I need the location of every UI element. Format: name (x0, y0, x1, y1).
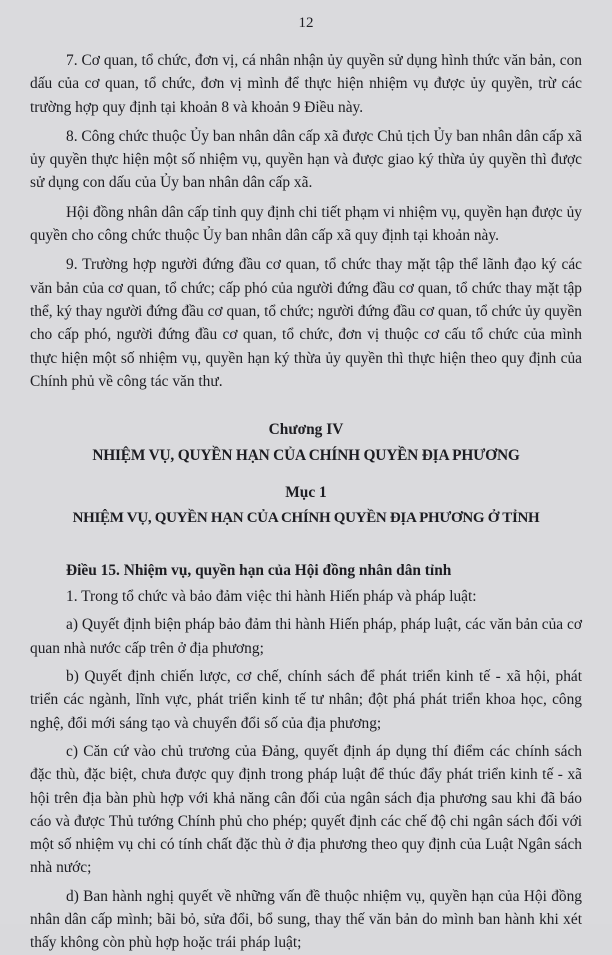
paragraph-clause-8: 8. Công chức thuộc Ủy ban nhân dân cấp xã được Chủ tịch Ủy ban nhân dân cấp xã ủy quyền thực hiện một số nhiệm vụ, quyền hạn và được giao ký thừa ủy quyền thì được sử dụng con dấu của Ủy ban nhân dân cấp xã. (30, 127, 582, 192)
article-point-b: b) Quyết định chiến lược, cơ chế, chính sách để phát triển kinh tế - xã hội, phát triển các ngành, lĩnh vực, phát triển kinh tế tư nhân; đột phá phát triển khoa học, công nghệ, đổi mới sáng tạo và chuyển đổi số của địa phương; (30, 668, 582, 732)
section-title: NHIỆM VỤ, QUYỀN HẠN CỦA CHÍNH QUYỀN ĐỊA PHƯƠNG Ở TỈNH (72, 510, 540, 527)
paragraph-clause-7: 7. Cơ quan, tổ chức, đơn vị, cá nhân nhận ủy quyền sử dụng hình thức văn bản, con dấu của cơ quan, tổ chức, đơn vị mình để thực hiện nhiệm vụ được ủy quyền, trừ các trường hợp quy định tại khoản 8 và khoản 9 Điều này. (30, 52, 582, 116)
chapter-title: NHIỆM VỤ, QUYỀN HẠN CỦA CHÍNH QUYỀN ĐỊA PHƯƠNG (92, 447, 520, 465)
chapter-label: Chương IV (268, 421, 344, 439)
paragraph-clause-9: 9. Trường hợp người đứng đầu cơ quan, tổ chức thay mặt tập thể lãnh đạo ký các văn bản của cơ quan, tổ chức; cấp phó của người đứng đầu cơ quan, tổ chức thay mặt tập thể, ký thay người đứng đầu cơ quan, tổ chức; người đứng đầu cơ quan, tổ chức ủy quyền cho cấp phó, người đứng đầu cơ quan, tổ chức, đơn vị thuộc cơ cấu tổ chức của mình thực hiện một số nhiệm vụ, quyền hạn ký thừa ủy quyền thì thực hiện theo quy định của Chính phủ về công tác văn thư. (30, 256, 582, 390)
article-clause-1: 1. Trong tổ chức và bảo đảm việc thi hành Hiến pháp và pháp luật: (66, 588, 477, 606)
article-point-a: a) Quyết định biện pháp bảo đảm thi hành Hiến pháp, pháp luật, các văn bản của cơ quan nhà nước cấp trên ở địa phương; (30, 616, 582, 657)
article-point-c: c) Căn cứ vào chủ trương của Đảng, quyết định áp dụng thí điểm các chính sách đặc thù, đặc biệt, chưa được quy định trong pháp luật để thúc đẩy phát triển kinh tế - xã hội trên địa bàn phù hợp với khả năng cân đối của ngân sách địa phương sau khi đã báo cáo và được Thủ tướng Chính phủ cho phép; quyết định các chế độ chi ngân sách đối với một số nhiệm vụ chi có tính chất đặc thù ở địa phương theo quy định của Luật Ngân sách nhà nước; (30, 742, 582, 877)
article-point-d: d) Ban hành nghị quyết về những vấn đề thuộc nhiệm vụ, quyền hạn của Hội đồng nhân dân cấp mình; bãi bỏ, sửa đổi, bổ sung, thay thế văn bản do mình ban hành khi xét thấy không còn phù hợp hoặc trái pháp luật; (30, 887, 582, 952)
section-label: Mục 1 (285, 484, 327, 502)
page-number: 12 (298, 15, 314, 31)
article-title: Điều 15. Nhiệm vụ, quyền hạn của Hội đồng nhân dân tỉnh (66, 562, 452, 580)
paragraph-clause-8-detail: Hội đồng nhân dân cấp tỉnh quy định chi tiết phạm vi nhiệm vụ, quyền hạn được ủy quyền cho công chức thuộc Ủy ban nhân dân cấp xã quy định tại khoản này. (30, 203, 582, 245)
